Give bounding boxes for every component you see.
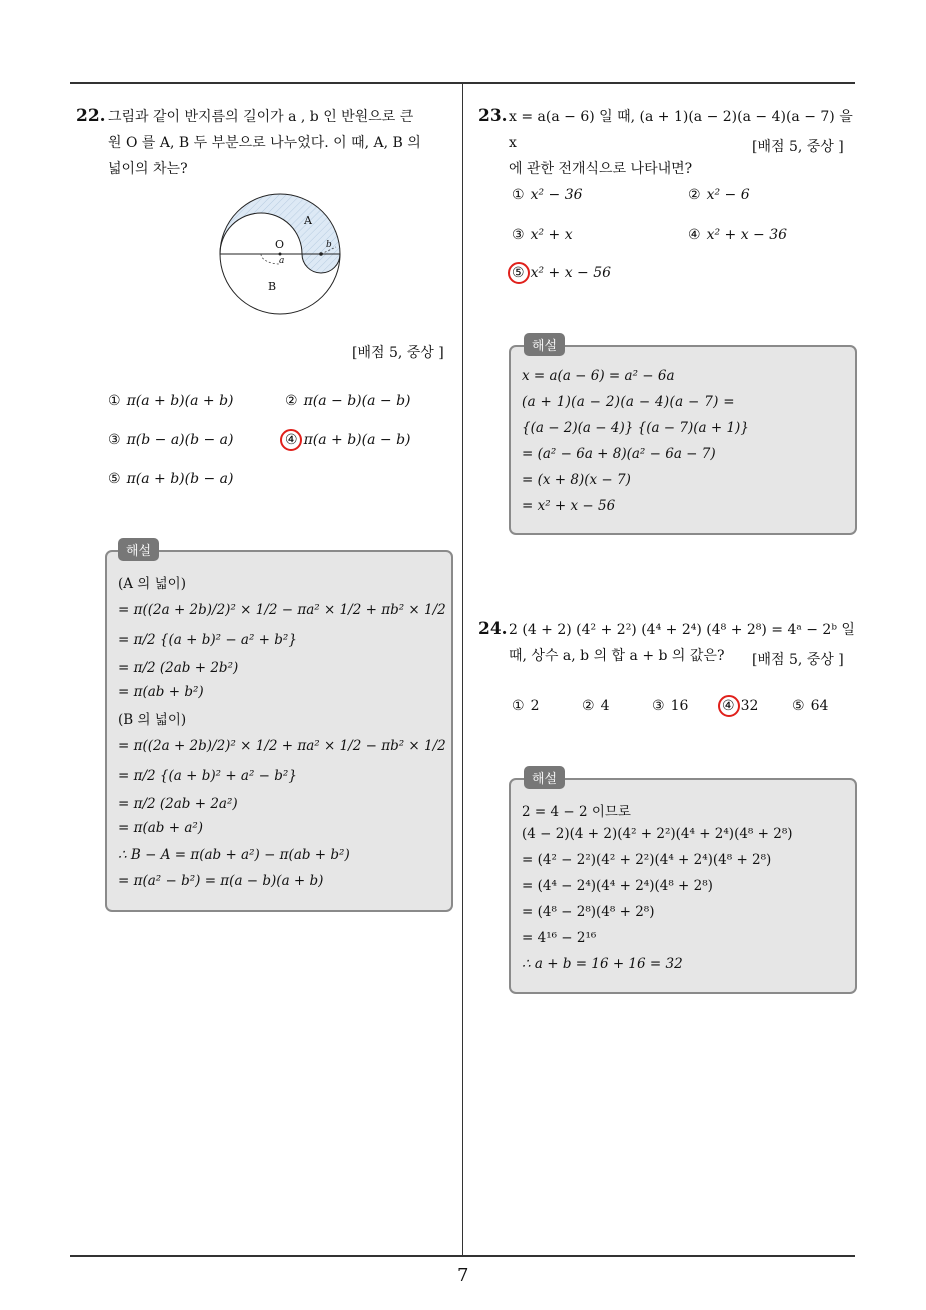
solution-line: = π((2a + 2b)/2)² × 1/2 − πa² × 1/2 + πb² × 1/2 bbox=[118, 602, 446, 618]
option-text: π(a + b)(b − a) bbox=[126, 471, 234, 487]
option-number: ② bbox=[688, 187, 701, 203]
solution-tag: 해설 bbox=[524, 333, 565, 356]
option-4 bbox=[285, 432, 411, 448]
option-5 bbox=[792, 698, 828, 714]
option-2 bbox=[582, 698, 609, 714]
page-number: 7 bbox=[457, 1265, 469, 1286]
option-3 bbox=[512, 227, 573, 243]
solution-line: = (4⁴ − 2⁴)(4⁴ + 2⁴)(4⁸ + 2⁸) bbox=[522, 878, 713, 894]
option-number: ① bbox=[512, 698, 525, 714]
option-text: x² − 36 bbox=[530, 187, 583, 203]
solution-line: = π/2 (2ab + 2b²) bbox=[118, 660, 239, 676]
solution-line: 2 = 4 − 2 이므로 bbox=[522, 804, 631, 820]
question-24-line: 때, 상수 a, b 의 합 a + b 의 값은? bbox=[509, 648, 725, 664]
option-number: ① bbox=[108, 393, 121, 409]
option-text: x² − 6 bbox=[706, 187, 750, 203]
option-2 bbox=[285, 393, 411, 409]
option-number: ③ bbox=[512, 227, 525, 243]
option-text: x² + x − 36 bbox=[706, 227, 788, 243]
question-23-score: [배점 5, 중상 ] bbox=[752, 139, 844, 155]
option-text: x² + x − 56 bbox=[530, 265, 612, 281]
option-text: π(b − a)(b − a) bbox=[126, 432, 234, 448]
question-22-line: 그림과 같이 반지름의 길이가 a , b 인 반원으로 큰 bbox=[108, 109, 414, 125]
figure-label-o: O bbox=[275, 238, 285, 251]
option-number: ⑤ bbox=[512, 265, 525, 281]
solution-line: = 4¹⁶ − 2¹⁶ bbox=[522, 930, 597, 946]
solution-line: = (x + 8)(x − 7) bbox=[522, 472, 631, 488]
option-5 bbox=[108, 471, 234, 487]
solution-line: = π/2 {(a + b)² − a² + b²} bbox=[118, 632, 297, 648]
solution-line: x = a(a − 6) = a² − 6a bbox=[522, 368, 675, 384]
question-23-number: 23. bbox=[478, 106, 508, 126]
option-number: ④ bbox=[722, 698, 735, 714]
question-22-text bbox=[108, 104, 456, 182]
question-23-line: 에 관한 전개식으로 나타내면? bbox=[509, 161, 693, 177]
solution-line: (4 − 2)(4 + 2)(4² + 2²)(4⁴ + 2⁴)(4⁸ + 2⁸) bbox=[522, 826, 793, 842]
option-number: ① bbox=[512, 187, 525, 203]
option-text: π(a + b)(a − b) bbox=[303, 432, 411, 448]
option-number: ② bbox=[582, 698, 595, 714]
question-22-line: 원 O 를 A, B 두 부분으로 나누었다. 이 때, A, B 의 bbox=[108, 135, 421, 151]
question-22-line: 넓이의 차는? bbox=[108, 161, 188, 177]
solution-line: = π(ab + a²) bbox=[118, 820, 204, 836]
solution-line: (A 의 넓이) bbox=[118, 576, 186, 592]
solution-line: ∴ a + b = 16 + 16 = 32 bbox=[522, 956, 683, 972]
circle-figure bbox=[218, 192, 342, 316]
figure-label-a-region: A bbox=[304, 214, 312, 227]
solution-line: ∴ B − A = π(ab + a²) − π(ab + b²) bbox=[118, 847, 350, 863]
question-22-number: 22. bbox=[76, 106, 106, 126]
option-text: π(a + b)(a + b) bbox=[126, 393, 234, 409]
solution-tag: 해설 bbox=[524, 766, 565, 789]
option-number: ④ bbox=[688, 227, 701, 243]
solution-line: (a + 1)(a − 2)(a − 4)(a − 7) = bbox=[522, 394, 735, 410]
figure-label-b-radius: b bbox=[326, 240, 332, 250]
option-4 bbox=[688, 227, 787, 243]
solution-line: = π(ab + b²) bbox=[118, 684, 204, 700]
solution-line: = (a² − 6a + 8)(a² − 6a − 7) bbox=[522, 446, 716, 462]
question-24-score: [배점 5, 중상 ] bbox=[752, 652, 844, 668]
figure-label-b-region: B bbox=[268, 280, 277, 293]
option-text: x² + x bbox=[530, 227, 573, 243]
option-number: ③ bbox=[652, 698, 665, 714]
option-text: 2 bbox=[530, 698, 540, 714]
solution-line: (B 의 넓이) bbox=[118, 712, 187, 728]
option-text: 32 bbox=[740, 698, 759, 714]
option-1 bbox=[512, 698, 539, 714]
option-3 bbox=[108, 432, 234, 448]
question-22-score: [배점 5, 중상 ] bbox=[352, 345, 444, 361]
solution-line: = (4⁸ − 2⁸)(4⁸ + 2⁸) bbox=[522, 904, 655, 920]
option-3 bbox=[652, 698, 688, 714]
option-text: π(a − b)(a − b) bbox=[303, 393, 411, 409]
answer-mark-circle bbox=[508, 262, 530, 284]
solution-line: = π((2a + 2b)/2)² × 1/2 + πa² × 1/2 − πb² × 1/2 bbox=[118, 738, 446, 754]
answer-mark-circle bbox=[280, 429, 302, 451]
option-1 bbox=[108, 393, 234, 409]
option-number: ⑤ bbox=[108, 471, 121, 487]
solution-line: = (4² − 2²)(4² + 2²)(4⁴ + 2⁴)(4⁸ + 2⁸) bbox=[522, 852, 772, 868]
option-number: ③ bbox=[108, 432, 121, 448]
figure-label-a-radius: a bbox=[279, 256, 285, 266]
solution-line: = x² + x − 56 bbox=[522, 498, 616, 514]
answer-mark-circle bbox=[718, 695, 740, 717]
solution-line: {(a − 2)(a − 4)} {(a − 7)(a + 1)} bbox=[522, 420, 749, 436]
column-divider bbox=[462, 83, 463, 1255]
solution-line: = π(a² − b²) = π(a − b)(a + b) bbox=[118, 873, 324, 889]
question-23-line: x = a(a − 6) 일 때, (a + 1)(a − 2)(a − 4)(a − 7) 을 x bbox=[509, 109, 853, 151]
bottom-rule bbox=[70, 1255, 855, 1257]
question-24-line: 2 (4 + 2) (4² + 2²) (4⁴ + 2⁴) (4⁸ + 2⁸) = 4ᵃ − 2ᵇ 일 bbox=[509, 622, 855, 638]
solution-line: = π/2 {(a + b)² + a² − b²} bbox=[118, 768, 297, 784]
option-text: 4 bbox=[600, 698, 610, 714]
option-1 bbox=[512, 187, 583, 203]
option-number: ⑤ bbox=[792, 698, 805, 714]
option-2 bbox=[688, 187, 750, 203]
solution-line: = π/2 (2ab + 2a²) bbox=[118, 796, 238, 812]
solution-tag: 해설 bbox=[118, 538, 159, 561]
option-number: ④ bbox=[285, 432, 298, 448]
option-text: 64 bbox=[810, 698, 829, 714]
question-24-number: 24. bbox=[478, 619, 508, 639]
option-text: 16 bbox=[670, 698, 689, 714]
option-number: ② bbox=[285, 393, 298, 409]
